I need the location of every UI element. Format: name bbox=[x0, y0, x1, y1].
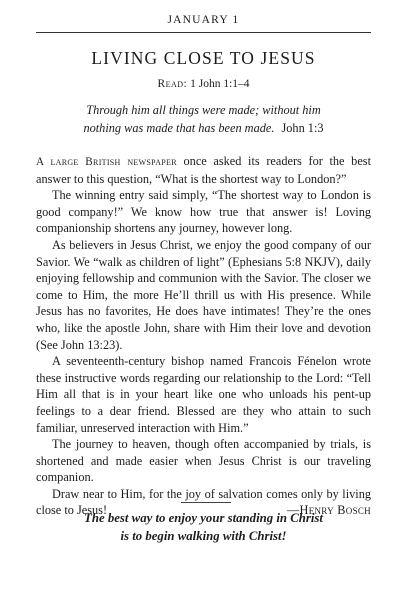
verse-line-1: Through him all things were made; without him bbox=[86, 103, 321, 117]
lead-in-text: A large British newspaper bbox=[36, 156, 177, 168]
paragraph-5: The journey to heaven, though often accompanied by trials, is shortened and made easier when Jesus Christ is our traveling companion. bbox=[36, 437, 371, 485]
closing-thought bbox=[36, 510, 371, 545]
paragraph-6-text: Draw near to Him, for the joy of salvation comes only by living close to Jesus! bbox=[36, 486, 371, 518]
closing-divider bbox=[181, 502, 231, 503]
reading-label: Read: bbox=[157, 78, 188, 90]
closing-line-2: is to begin walking with Christ! bbox=[120, 528, 287, 543]
key-verse bbox=[46, 101, 361, 137]
scripture-reading bbox=[36, 78, 371, 90]
paragraph-4: A seventeenth-century bishop named Francois Fénelon wrote these instructive words regarding our relationship to the Lord: “Tell Him all that is in your heart like one who unloads his pent-up feelings to a dear friend. Blessed are they who attain to such familiar, unreserved interaction with Him.” bbox=[36, 354, 371, 435]
devotional-body bbox=[36, 153, 371, 519]
closing-line-1: The best way to enjoy your standing in Christ bbox=[84, 511, 323, 525]
paragraph-3: As believers in Jesus Christ, we enjoy the good company of our Savior. We “walk as children of light” (Ephesians 5:8 NKJV), daily enjoying fellowship and communion with the Savior. The closer we come to Him, the more He’ll thrill us with His presence. While Jesus has no favorites, He does have intimates! They’re the ones who, like the apostle John, share with Him their love and devotion (See John 13:23). bbox=[36, 237, 371, 352]
paragraph-2: The winning entry said simply, “The shortest way to London is good company!” We know how true that answer is! Loving companionship shortens any journey, however long. bbox=[36, 188, 371, 236]
paragraph-1-text: once asked its readers for the best answer to this question, “What is the shortest way to London?” bbox=[36, 154, 371, 186]
verse-line-2: nothing was made that has been made. bbox=[83, 121, 275, 135]
page-title: LIVING CLOSE TO JESUS bbox=[91, 48, 316, 68]
author-signature: —Henry Bosch bbox=[286, 503, 371, 518]
date-heading: JANUARY 1 bbox=[167, 14, 240, 26]
verse-reference: John 1:3 bbox=[281, 121, 324, 135]
header-rule bbox=[36, 32, 371, 33]
paragraph-1 bbox=[36, 153, 371, 187]
reading-reference: 1 John 1:1–4 bbox=[190, 78, 250, 90]
